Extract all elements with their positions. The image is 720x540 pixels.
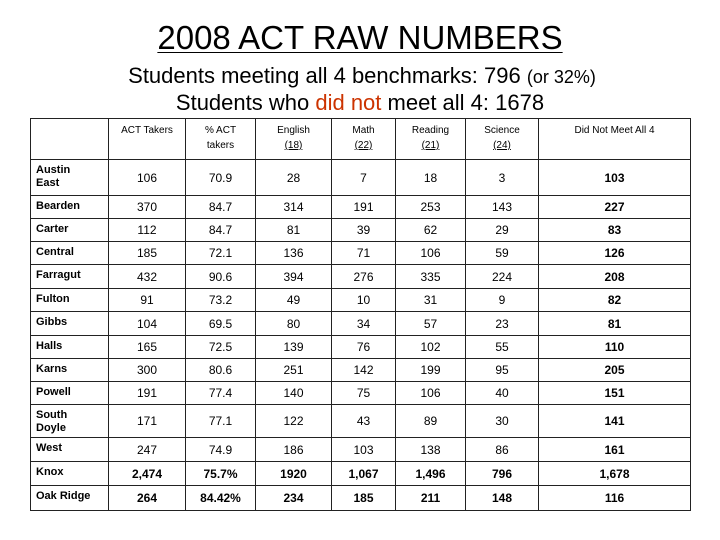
data-cell: 432 xyxy=(109,265,186,289)
table-row xyxy=(31,196,691,219)
school-name-line: Powell xyxy=(36,386,71,398)
data-cell: 95 xyxy=(466,359,539,382)
data-cell: 75.7% xyxy=(186,462,256,486)
data-cell: 796 xyxy=(466,462,539,486)
data-cell: 80 xyxy=(256,312,332,336)
column-header-line2: (22) xyxy=(354,140,373,151)
school-name-cell xyxy=(31,242,109,265)
data-cell: 80.6 xyxy=(186,359,256,382)
data-cell: 122 xyxy=(256,405,332,438)
data-cell: 1,067 xyxy=(332,462,396,486)
data-cell: 1,496 xyxy=(396,462,466,486)
school-name-line: Oak Ridge xyxy=(36,490,91,502)
column-header-0 xyxy=(31,119,109,160)
data-cell: 43 xyxy=(332,405,396,438)
school-name-cell xyxy=(31,382,109,405)
data-cell: 227 xyxy=(539,196,691,219)
subtitle-not-met-highlight: did not xyxy=(315,90,382,115)
column-header-line2: (24) xyxy=(493,140,511,151)
column-header-line1: ACT Takers xyxy=(121,125,173,136)
data-cell: 49 xyxy=(256,289,332,312)
school-name-line: Farragut xyxy=(36,269,81,281)
data-cell: 104 xyxy=(109,312,186,336)
data-cell: 394 xyxy=(256,265,332,289)
school-name-line: Austin xyxy=(36,164,71,176)
data-cell: 90.6 xyxy=(186,265,256,289)
school-name-line: Central xyxy=(36,246,74,258)
data-cell: 31 xyxy=(396,289,466,312)
data-cell: 106 xyxy=(109,160,186,196)
data-cell: 186 xyxy=(256,438,332,462)
data-cell: 77.1 xyxy=(186,405,256,438)
data-cell: 142 xyxy=(332,359,396,382)
data-cell: 247 xyxy=(109,438,186,462)
data-cell: 185 xyxy=(332,486,396,511)
school-name-line: East xyxy=(36,177,60,189)
data-cell: 151 xyxy=(539,382,691,405)
table-row xyxy=(31,438,691,462)
subtitle-benchmarks-met xyxy=(0,62,720,91)
data-cell: 29 xyxy=(466,219,539,242)
data-cell: 1,678 xyxy=(539,462,691,486)
table-row xyxy=(31,405,691,438)
data-cell: 185 xyxy=(109,242,186,265)
data-cell: 18 xyxy=(396,160,466,196)
school-name-line: Knox xyxy=(36,466,64,478)
data-cell: 106 xyxy=(396,382,466,405)
data-cell: 161 xyxy=(539,438,691,462)
school-name-line: Karns xyxy=(36,363,68,375)
subtitle-not-met-before: Students who xyxy=(175,90,316,115)
table-row xyxy=(31,289,691,312)
data-cell: 171 xyxy=(109,405,186,438)
data-cell: 110 xyxy=(539,336,691,359)
data-cell: 126 xyxy=(539,242,691,265)
data-cell: 73.2 xyxy=(186,289,256,312)
data-cell: 75 xyxy=(332,382,396,405)
table-row xyxy=(31,382,691,405)
school-name-cell xyxy=(31,196,109,219)
data-cell: 23 xyxy=(466,312,539,336)
data-cell: 7 xyxy=(332,160,396,196)
data-cell: 70.9 xyxy=(186,160,256,196)
data-cell: 140 xyxy=(256,382,332,405)
data-cell: 165 xyxy=(109,336,186,359)
school-name-line: Fulton xyxy=(36,293,70,305)
table-row xyxy=(31,265,691,289)
column-header-line2: takers xyxy=(206,140,235,151)
data-cell: 2,474 xyxy=(109,462,186,486)
data-cell: 148 xyxy=(466,486,539,511)
data-cell: 208 xyxy=(539,265,691,289)
column-header-line2: (18) xyxy=(284,140,303,151)
data-cell: 9 xyxy=(466,289,539,312)
table-row xyxy=(31,160,691,196)
school-name-cell xyxy=(31,336,109,359)
data-cell: 224 xyxy=(466,265,539,289)
data-cell: 314 xyxy=(256,196,332,219)
data-cell: 82 xyxy=(539,289,691,312)
data-cell: 34 xyxy=(332,312,396,336)
page-title: 2008 ACT RAW NUMBERS xyxy=(157,19,563,56)
data-cell: 300 xyxy=(109,359,186,382)
column-header-7 xyxy=(539,119,691,160)
data-cell: 112 xyxy=(109,219,186,242)
data-cell: 136 xyxy=(256,242,332,265)
data-cell: 191 xyxy=(109,382,186,405)
data-cell: 77.4 xyxy=(186,382,256,405)
column-header-line1: Reading xyxy=(411,125,450,136)
column-header-line1: English xyxy=(277,125,310,136)
table-row xyxy=(31,462,691,486)
column-header-line1: % ACT xyxy=(204,125,237,136)
data-cell: 62 xyxy=(396,219,466,242)
column-header-3 xyxy=(256,119,332,160)
data-cell: 199 xyxy=(396,359,466,382)
data-cell: 1920 xyxy=(256,462,332,486)
school-name-line: Doyle xyxy=(36,422,66,434)
school-name-cell xyxy=(31,289,109,312)
school-name-line: South xyxy=(36,409,68,421)
data-cell: 191 xyxy=(332,196,396,219)
data-cell: 253 xyxy=(396,196,466,219)
data-cell: 251 xyxy=(256,359,332,382)
school-name-line: Bearden xyxy=(36,200,81,212)
data-cell: 335 xyxy=(396,265,466,289)
data-cell: 138 xyxy=(396,438,466,462)
column-header-6 xyxy=(466,119,539,160)
data-cell: 72.1 xyxy=(186,242,256,265)
school-name-cell xyxy=(31,265,109,289)
act-results-table xyxy=(30,118,691,511)
data-cell: 211 xyxy=(396,486,466,511)
data-cell: 81 xyxy=(256,219,332,242)
school-name-cell xyxy=(31,312,109,336)
data-cell: 234 xyxy=(256,486,332,511)
school-name-cell xyxy=(31,486,109,511)
data-cell: 84.7 xyxy=(186,196,256,219)
school-name-cell xyxy=(31,438,109,462)
data-cell: 370 xyxy=(109,196,186,219)
table-row xyxy=(31,336,691,359)
data-cell: 116 xyxy=(539,486,691,511)
school-name-line: Carter xyxy=(36,223,69,235)
column-header-5 xyxy=(396,119,466,160)
data-cell: 139 xyxy=(256,336,332,359)
column-header-line1: Math xyxy=(352,125,375,136)
data-cell: 102 xyxy=(396,336,466,359)
data-cell: 69.5 xyxy=(186,312,256,336)
column-header-line1: Science xyxy=(484,125,520,136)
data-cell: 143 xyxy=(466,196,539,219)
data-cell: 84.42% xyxy=(186,486,256,511)
data-cell: 91 xyxy=(109,289,186,312)
data-cell: 84.7 xyxy=(186,219,256,242)
subtitle-benchmarks-met-percent: (or 32%) xyxy=(526,67,596,87)
data-cell: 30 xyxy=(466,405,539,438)
school-name-line: Gibbs xyxy=(36,316,68,328)
table-row xyxy=(31,219,691,242)
data-cell: 71 xyxy=(332,242,396,265)
data-cell: 28 xyxy=(256,160,332,196)
school-name-cell xyxy=(31,160,109,196)
column-header-1 xyxy=(109,119,186,160)
data-cell: 276 xyxy=(332,265,396,289)
subtitle-benchmarks-not-met xyxy=(0,89,720,117)
subtitle-benchmarks-met-main: Students meeting all 4 benchmarks: 796 xyxy=(128,63,521,88)
data-cell: 55 xyxy=(466,336,539,359)
data-cell: 74.9 xyxy=(186,438,256,462)
data-cell: 57 xyxy=(396,312,466,336)
data-cell: 76 xyxy=(332,336,396,359)
data-cell: 86 xyxy=(466,438,539,462)
column-header-4 xyxy=(332,119,396,160)
data-cell: 72.5 xyxy=(186,336,256,359)
column-header-2 xyxy=(186,119,256,160)
table-row xyxy=(31,312,691,336)
table-header-row xyxy=(31,119,691,160)
data-cell: 141 xyxy=(539,405,691,438)
table-row xyxy=(31,486,691,511)
data-cell: 106 xyxy=(396,242,466,265)
school-name-line: Halls xyxy=(36,340,63,352)
school-name-line: West xyxy=(36,442,63,454)
data-cell: 81 xyxy=(539,312,691,336)
data-cell: 83 xyxy=(539,219,691,242)
table-row xyxy=(31,359,691,382)
data-cell: 3 xyxy=(466,160,539,196)
school-name-cell xyxy=(31,405,109,438)
school-name-cell xyxy=(31,462,109,486)
data-cell: 103 xyxy=(332,438,396,462)
data-cell: 39 xyxy=(332,219,396,242)
column-header-line2: (21) xyxy=(421,140,440,151)
data-cell: 40 xyxy=(466,382,539,405)
school-name-cell xyxy=(31,219,109,242)
school-name-cell xyxy=(31,359,109,382)
table-row xyxy=(31,242,691,265)
data-cell: 264 xyxy=(109,486,186,511)
subtitle-not-met-after: meet all 4: 1678 xyxy=(381,90,545,115)
column-header-line1: Did Not Meet All 4 xyxy=(574,125,655,136)
data-cell: 205 xyxy=(539,359,691,382)
data-cell: 103 xyxy=(539,160,691,196)
data-cell: 59 xyxy=(466,242,539,265)
data-cell: 10 xyxy=(332,289,396,312)
data-cell: 89 xyxy=(396,405,466,438)
